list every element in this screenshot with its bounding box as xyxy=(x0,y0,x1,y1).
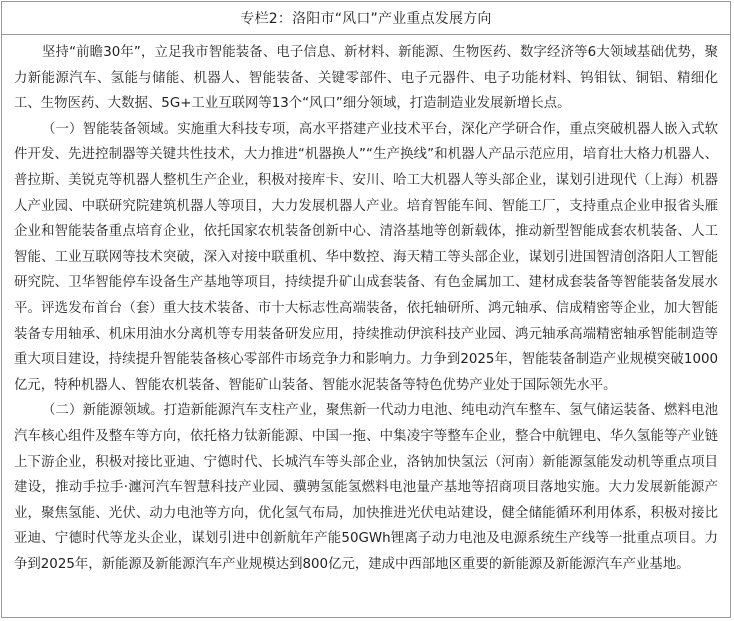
intro-paragraph: 坚持“前瞻30年”，立足我市智能装备、电子信息、新材料、新能源、生物医药、数字经济等6大领域基础优势，聚力新能源汽车、氢能与储能、机器人、智能装备、关键零部件、电子元器件、电子功能材料、钨钼钛、铜铝、精细化工、生物医药、大数据、5G+工业互联网等13个“风口”细分领域，打造制造业发展新增长点。 xyxy=(14,45,718,112)
column-title: 专栏2：洛阳市“风口”产业重点发展方向 xyxy=(240,11,492,27)
special-column-box xyxy=(1,1,731,618)
column-header xyxy=(2,2,730,35)
new-energy-paragraph: （二）新能源领域。打造新能源汽车支柱产业，聚焦新一代动力电池、纯电动汽车整车、氢气储运装备、燃料电池汽车核心组件及整车等方向，依托格力钛新能源、中国一拖、中集凌宇等整车企业，整合中航锂电、华久氢能等产业链上下游企业，积极对接比亚迪、宁德时代、长城汽车等头部企业，洛钠加快氢沄（河南）新能源氢能发动机等重点项目建设，推动手拉手·瀍河汽车智慧科技产业园、骥骋氢能氢燃料电池量产基地等招商项目落地实施。大力发展新能源产业，聚焦氢能、光伏、动力电池等方向，优化氢气布局，加快推进光伏电站建设，健全储能循环利用体系，积极对接比亚迪、宁德时代等龙头企业，谋划引进中创新航年产能50GWh锂离子动力电池及电源系统生产线等一批重点项目。力争到2025年，新能源及新能源汽车产业规模达到800亿元，建成中西部地区重要的新能源及新能源汽车产业基地。 xyxy=(14,403,718,572)
smart-equipment-paragraph: （一）智能装备领域。实施重大科技专项，高水平搭建产业技术平台，深化产学研合作，重点突破机器人嵌入式软件开发、先进控制器等关键共性技术，大力推进“机器换人”“生产换线”和机器人产品示范应用，培育壮大格力机器人、普拉斯、美锐克等机器人整机生产企业，积极对接库卡、安川、哈工大机器人等头部企业，谋划引进现代（上海）机器人产业园、中联研究院建筑机器人等项目，大力发展机器人产业。培育智能车间、智能工厂，支持重点企业申报省头雁企业和智能装备重点培育企业，依托国家农机装备创新中心、清洛基地等创新载体，推动新型智能成套农机装备、人工智能、工业互联网等技术突破，深入对接中联重机、华中数控、海天精工等头部企业，谋划引进国智清创洛阳人工智能研究院、卫华智能停车设备生产基地等项目，持续提升矿山成套装备、有色金属加工、建材成套装备等智能装备发展水平。评选发布首台（套）重大技术装备、市十大标志性高端装备，依托轴研所、鸿元轴承、信成精密等企业，加大智能装备专用轴承、机床用油水分离机等专用装备研发应用，持续推动伊滨科技产业园、鸿元轴承高端精密轴承智能制造等重大项目建设，持续提升智能装备核心零部件市场竞争力和影响力。力争到2025年，智能装备制造产业规模突破1000亿元，特种机器人、智能农机装备、智能矿山装备、智能水泥装备等特色优势产业处于国际领先水平。 xyxy=(14,121,718,393)
column-body xyxy=(2,35,730,577)
